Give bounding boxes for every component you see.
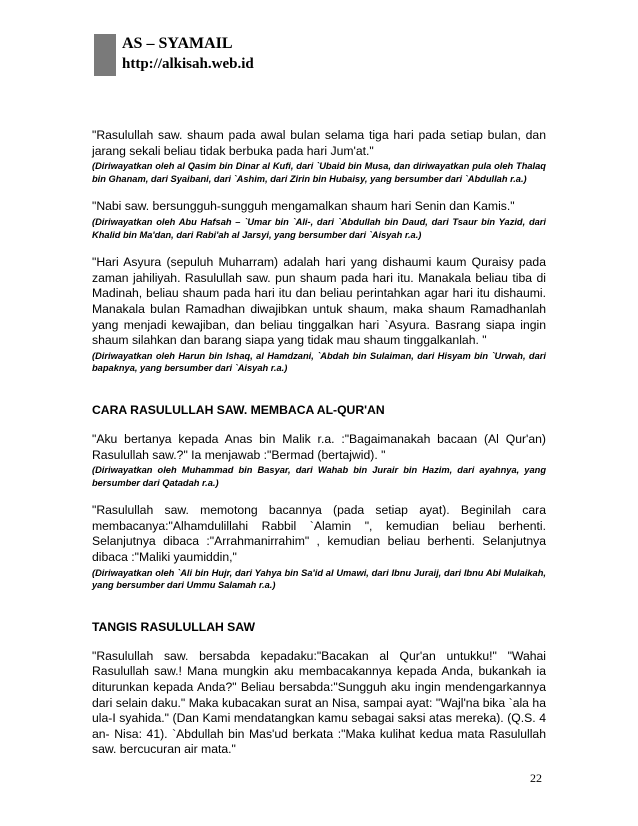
hadith-narration: (Diriwayatkan oleh Harun bin Ishaq, al Hamdzani, `Abdah bin Sulaiman, dari Hisyam bin `Urwah, dari bapaknya, yang bersumber dari `Aisyah r.a.)	[92, 350, 546, 374]
hadith-text: "Rasulullah saw. shaum pada awal bulan selama tiga hari pada setiap bulan, dan jarang sekali beliau tidak berbuka pada hari Jum'at."	[92, 128, 546, 158]
header-gray-block	[94, 34, 116, 76]
hadith-narration: (Diriwayatkan oleh Muhammad bin Basyar, dari Wahab bin Jurair bin Hazim, dari ayahnya, yang bersumber dari Qatadah r.a.)	[92, 465, 546, 488]
hadith-block	[92, 649, 546, 758]
hadith-block	[92, 128, 546, 185]
header-title: AS – SYAMAIL	[122, 35, 233, 52]
hadith-narration: (Diriwayatkan oleh Abu Hafsah – `Umar bin `Ali-, dari `Abdullah bin Daud, dari Tsaur bin Yazid, dari Khalid bin Ma'dan, dari Rabi'ah al Jarsyi, yang bersumber dari `Aisyah r.a.)	[92, 216, 546, 240]
section-heading: CARA RASULULLAH SAW. MEMBACA AL-QUR'AN	[92, 402, 385, 417]
page-number: 22	[530, 771, 542, 785]
header-url: http://alkisah.web.id	[122, 56, 254, 72]
page-content	[92, 128, 546, 758]
page-header	[94, 34, 494, 76]
hadith-block	[92, 255, 546, 375]
hadith-block	[92, 503, 546, 592]
hadith-text: "Nabi saw. bersungguh-sungguh mengamalkan shaum hari Senin dan Kamis."	[92, 199, 515, 214]
hadith-text: "Rasulullah saw. bersabda kepadaku:"Bacakan al Qur'an untukku!" "Wahai Rasulullah saw.! Mana mungkin aku membacakannya kepada Anda, bukankah ia diturunkan kepada Anda?" Beliau bersabda:"Sungguh aku ingin mendengarkannya dari selain daku." Maka kubacakan surat an Nisa, sampai ayat: "Wajl'na bika `ala ha ula-I syahida." (Dan Kami mendatangkan kamu sebagai saksi atas mereka). (Q.S. 4 an- Nisa: 41). `Abdullah bin Mas'ud berkata :"Maka kulihat kedua mata Rasulullah saw. bercucuran air mata."	[92, 648, 546, 757]
hadith-narration: (Diriwayatkan oleh `Ali bin Hujr, dari Yahya bin Sa'id al Umawi, dari Ibnu Juraij, dari Ibnu Abi Mulaikah, yang bersumber dari Ummu Salamah r.a.)	[92, 567, 546, 591]
hadith-block	[92, 199, 546, 241]
section-heading: TANGIS RASULULLAH SAW	[92, 619, 255, 634]
hadith-narration: (Diriwayatkan oleh al Qasim bin Dinar al Kufi, dari `Ubaid bin Musa, dan diriwayatkan pula oleh Thalaq bin Ghanam, dari Syaibani, dari `Ashim, dari Zirin bin Hubaisy, yang bersumber dari `Abdullah r.a.)	[92, 161, 546, 184]
hadith-text: "Hari Asyura (sepuluh Muharram) adalah hari yang dishaumi kaum Quraisy pada zaman jahiliyah. Rasulullah saw. pun shaum pada hari itu. Manakala beliau tiba di Madinah, beliau shaum pada hari itu dan beliau perintahkan agar hari itu dishaumi. Manakala bulan Ramadhan diwajibkan untuk shaum, maka shaum Ramadhanlah yang menjadi kewajiban, dan beliau tinggalkan hari `Asyura. Basrang siapa ingin shaum silahkan dan barang siapa yang tidak mau shaum tinggalkanlah. "	[92, 255, 546, 348]
hadith-text: "Aku bertanya kepada Anas bin Malik r.a. :"Bagaimanakah bacaan (Al Qur'an) Rasulullah saw.?" Ia menjawab :"Bermad (bertajwid). "	[92, 431, 546, 462]
hadith-text: "Rasulullah saw. memotong bacannya (pada setiap ayat). Beginilah cara membacanya:"Alhamdulillahi Rabbil `Alamin ", kemudian beliau berhenti. Selanjutnya dibaca :"Arrahmanirrahim" , kemudian beliau berhenti. Selanjutnya dibaca :"Maliki yaumiddin,"	[92, 503, 546, 565]
hadith-block	[92, 432, 546, 489]
